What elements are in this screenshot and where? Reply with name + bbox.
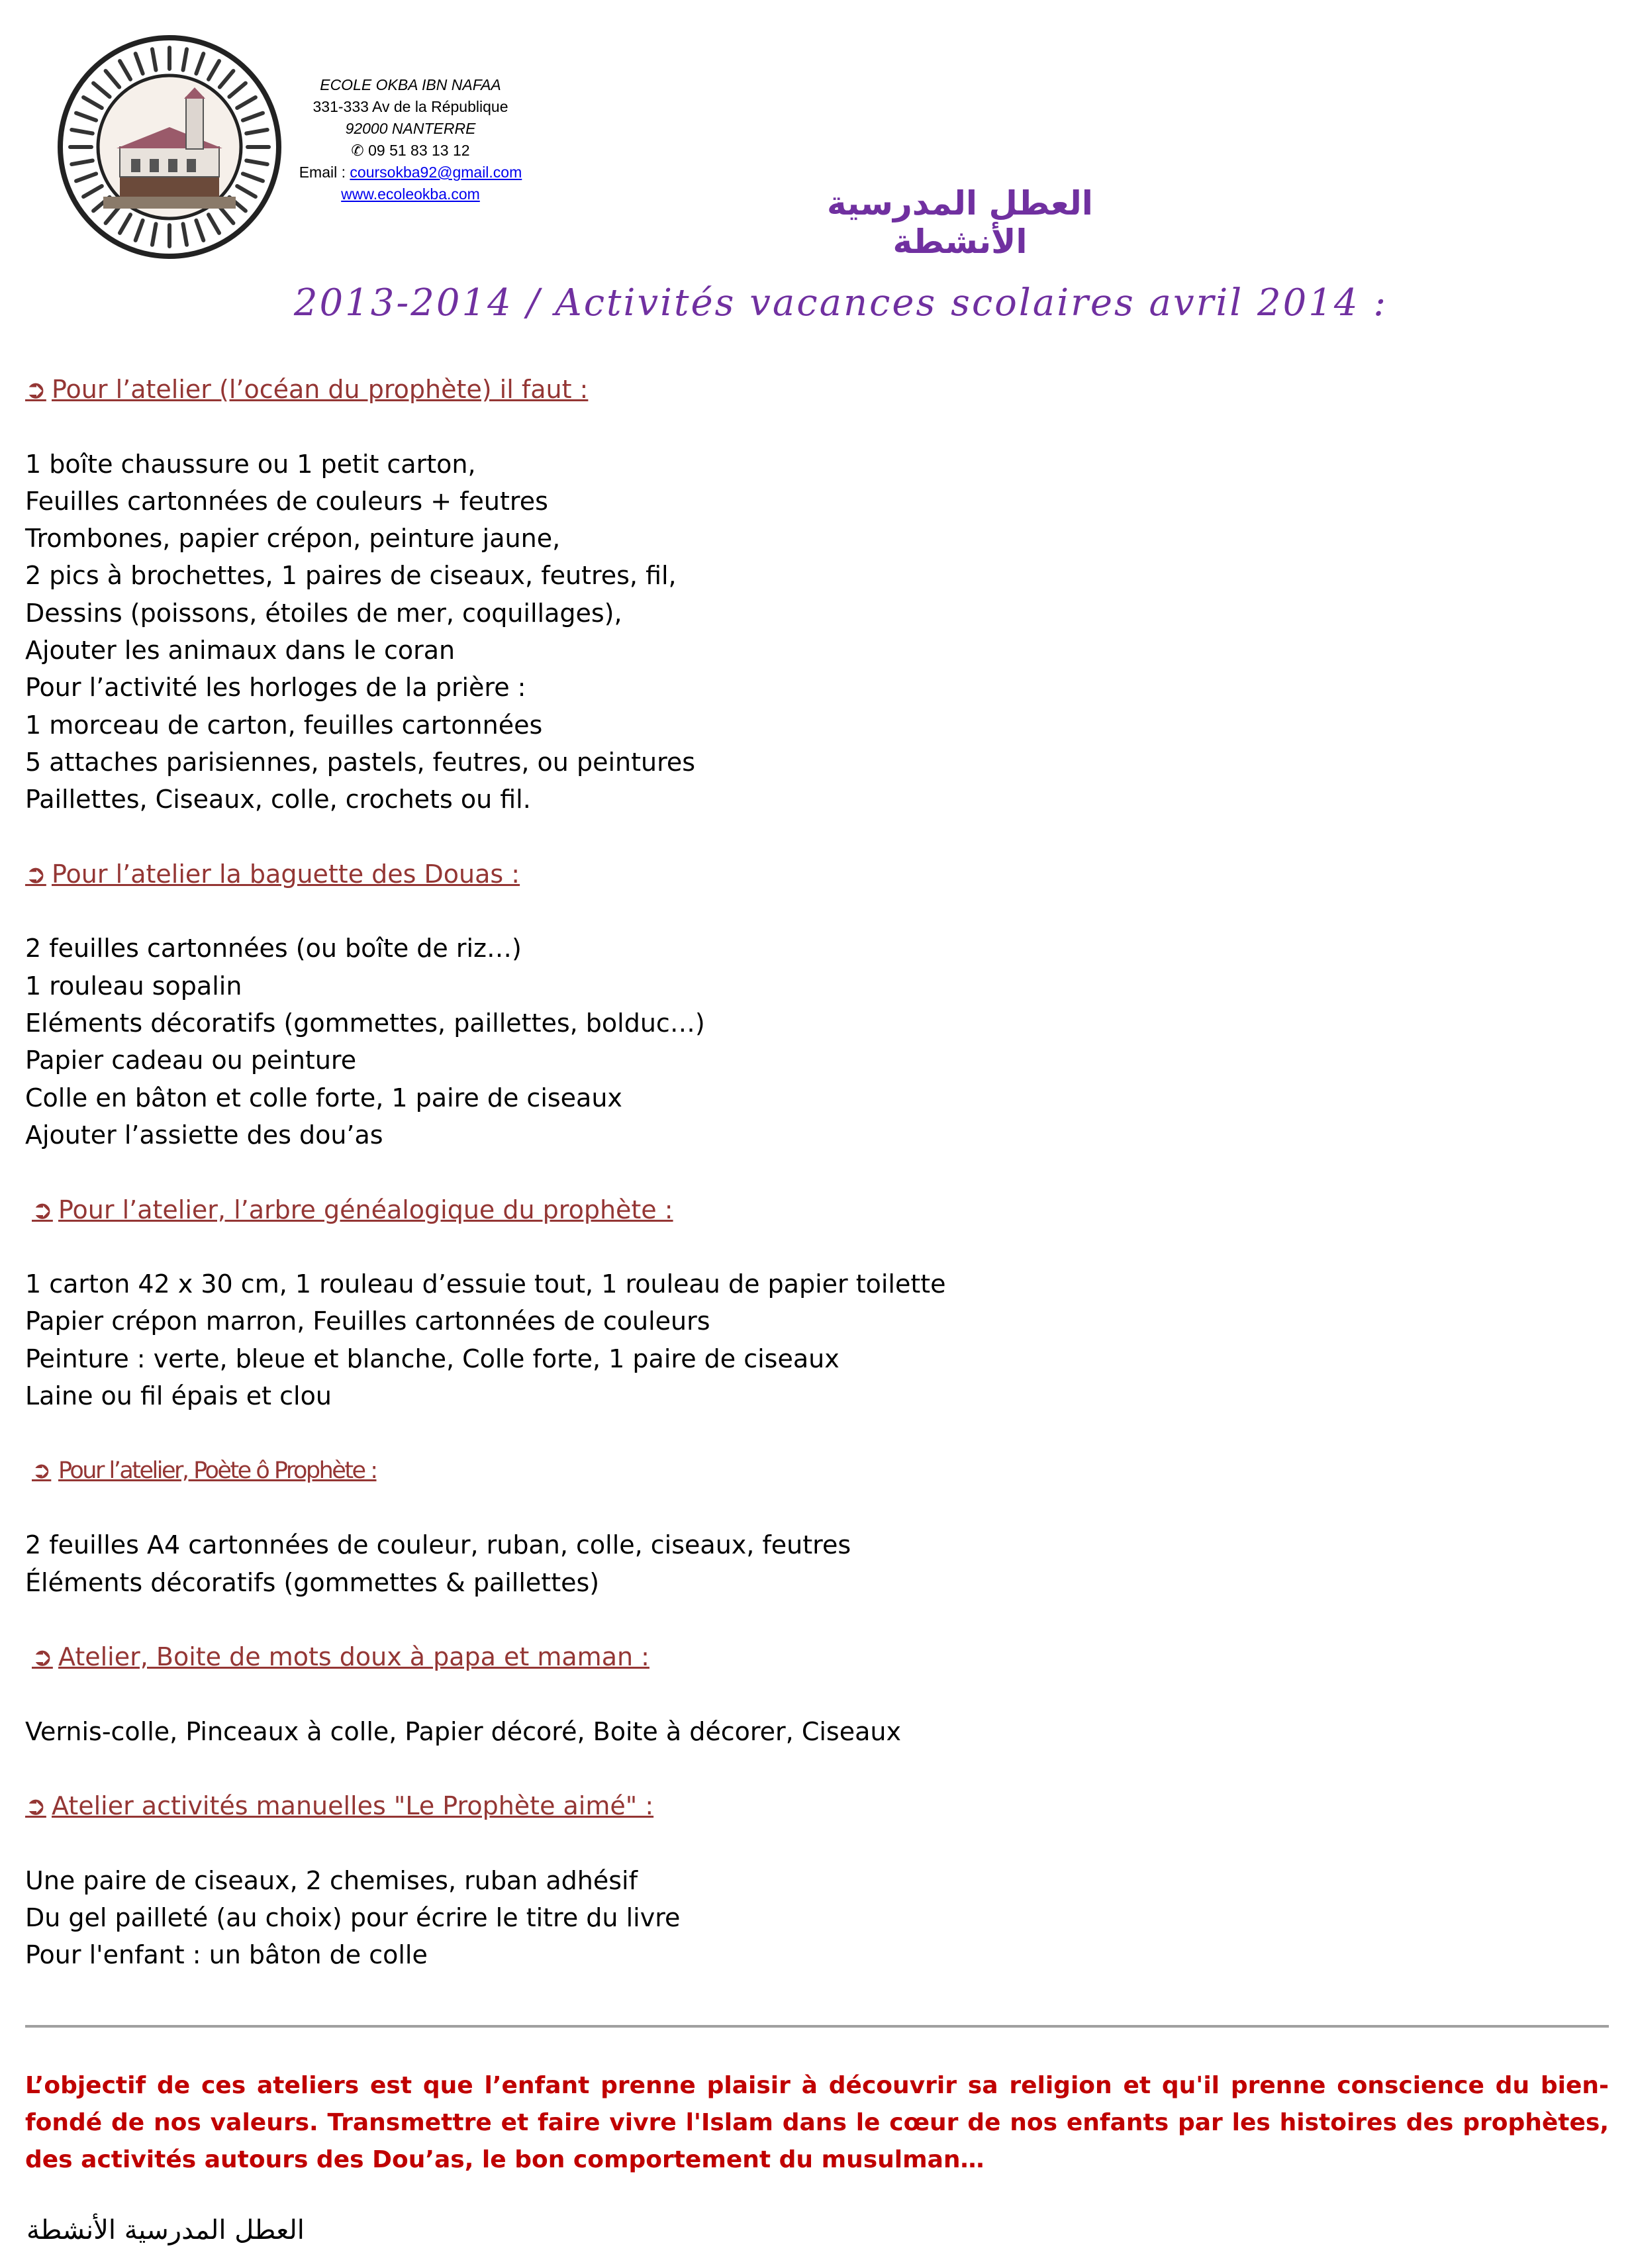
email-label: Email : <box>299 164 350 181</box>
list-item: Trombones, papier crépon, peinture jaune, <box>25 524 561 554</box>
list-item: Peinture : verte, bleue et blanche, Colle forte, 1 paire de ciseaux <box>25 1344 840 1373</box>
arrow-right-icon: ➲ <box>32 1642 53 1672</box>
horizontal-divider <box>25 2025 1609 2028</box>
list-item: 2 feuilles A4 cartonnées de couleur, ruban, colle, ciseaux, feutres <box>25 1530 851 1560</box>
section-title-mots-doux <box>25 1638 1614 1675</box>
objective-paragraph: L’objectif de ces ateliers est que l’enfant prenne plaisir à découvrir sa religion et qu'il prenne conscience du bien-fondé de nos valeurs. Transmettre et faire vivre l'Islam dans le cœur de nos enfants par les histoires des prophètes, des activités autours des Dou’as, le bon comportement du musulman… <box>25 2072 1609 2173</box>
arabic-title: العطل المدرسية الأنشطة <box>827 184 1093 261</box>
email-link[interactable]: coursokba92@gmail.com <box>350 164 522 181</box>
list-item: Vernis-colle, Pinceaux à colle, Papier décoré, Boite à décorer, Ciseaux <box>25 1716 901 1746</box>
section-title-prophete-aime <box>25 1787 1614 1824</box>
section-title-arbre <box>25 1191 1614 1228</box>
list-item: 1 rouleau sopalin <box>25 971 242 1001</box>
list-item: Feuilles cartonnées de couleurs + feutres <box>25 486 548 516</box>
list-item: 5 attaches parisiennes, pastels, feutres, ou peintures <box>25 747 696 777</box>
school-address: 331-333 Av de la République <box>312 98 508 115</box>
email-line <box>278 162 543 183</box>
school-logo <box>57 34 282 260</box>
arrow-right-icon: ➲ <box>25 1791 46 1821</box>
section-title-label: Pour l’atelier (l’océan du prophète) il faut : <box>52 375 589 404</box>
list-item: 1 carton 42 x 30 cm, 1 rouleau d’essuie tout, 1 rouleau de papier toilette <box>25 1269 946 1299</box>
list-item: Paillettes, Ciseaux, colle, crochets ou fil. <box>25 785 531 814</box>
phone-icon: ✆ <box>351 142 364 159</box>
list-item: Une paire de ciseaux, 2 chemises, ruban adhésif <box>25 1865 638 1895</box>
school-contact-block <box>278 74 543 205</box>
arrow-right-icon: ➲ <box>25 375 46 404</box>
list-item: Eléments décoratifs (gommettes, paillettes, bolduc…) <box>25 1009 705 1038</box>
footer-arabic-text: العطل المدرسية الأنشطة <box>26 2215 305 2245</box>
list-item: Papier cadeau ou peinture <box>25 1046 357 1075</box>
arrow-right-icon: ➲ <box>25 859 46 889</box>
list-item: Laine ou fil épais et clou <box>25 1381 332 1411</box>
list-item: 2 pics à brochettes, 1 paires de ciseaux, feutres, fil, <box>25 561 677 591</box>
school-name: ECOLE OKBA IBN NAFAA <box>320 76 501 93</box>
arrow-right-icon: ➲ <box>32 1195 53 1224</box>
section-title-label: Pour l’atelier, l’arbre généalogique du prophète : <box>58 1195 673 1224</box>
list-item: Ajouter les animaux dans le coran <box>25 636 456 666</box>
list-item: Ajouter l’assiette des dou’as <box>25 1120 383 1150</box>
list-item: Colle en bâton et colle forte, 1 paire de ciseaux <box>25 1083 622 1112</box>
list-item: Papier crépon marron, Feuilles cartonnées de couleurs <box>25 1307 710 1336</box>
list-item: 2 feuilles cartonnées (ou boîte de riz…) <box>25 934 522 963</box>
list-item: Dessins (poissons, étoiles de mer, coquillages), <box>25 598 622 628</box>
phone-number: 09 51 83 13 12 <box>368 142 470 159</box>
arrow-right-icon: ➲ <box>32 1457 52 1484</box>
section-title-label: Pour l’atelier, Poète ô Prophète : <box>58 1457 377 1484</box>
phone-line <box>278 140 543 162</box>
website-link[interactable]: www.ecoleokba.com <box>341 185 480 203</box>
school-city: 92000 NANTERRE <box>345 120 476 137</box>
activities-list <box>25 371 1614 1974</box>
list-item: Pour l'enfant : un bâton de colle <box>25 1940 428 1970</box>
list-item: Éléments décoratifs (gommettes & paillettes) <box>25 1567 600 1597</box>
section-title-label: Atelier activités manuelles "Le Prophète aimé" : <box>52 1791 654 1821</box>
list-item: Du gel pailleté (au choix) pour écrire le titre du livre <box>25 1903 681 1933</box>
list-item: 1 morceau de carton, feuilles cartonnées <box>25 710 543 740</box>
list-item: Pour l’activité les horloges de la prière : <box>25 673 526 703</box>
section-title-label: Pour l’atelier la baguette des Douas : <box>52 859 520 889</box>
page-title: 2013-2014 / Activités vacances scolaires avril 2014 : <box>293 281 1388 324</box>
section-title-baguette <box>25 856 1614 893</box>
section-title-ocean <box>25 371 1614 408</box>
section-title-label: Atelier, Boite de mots doux à papa et maman : <box>58 1642 649 1672</box>
section-title-poete <box>25 1452 1614 1489</box>
list-item: 1 boîte chaussure ou 1 petit carton, <box>25 449 476 479</box>
